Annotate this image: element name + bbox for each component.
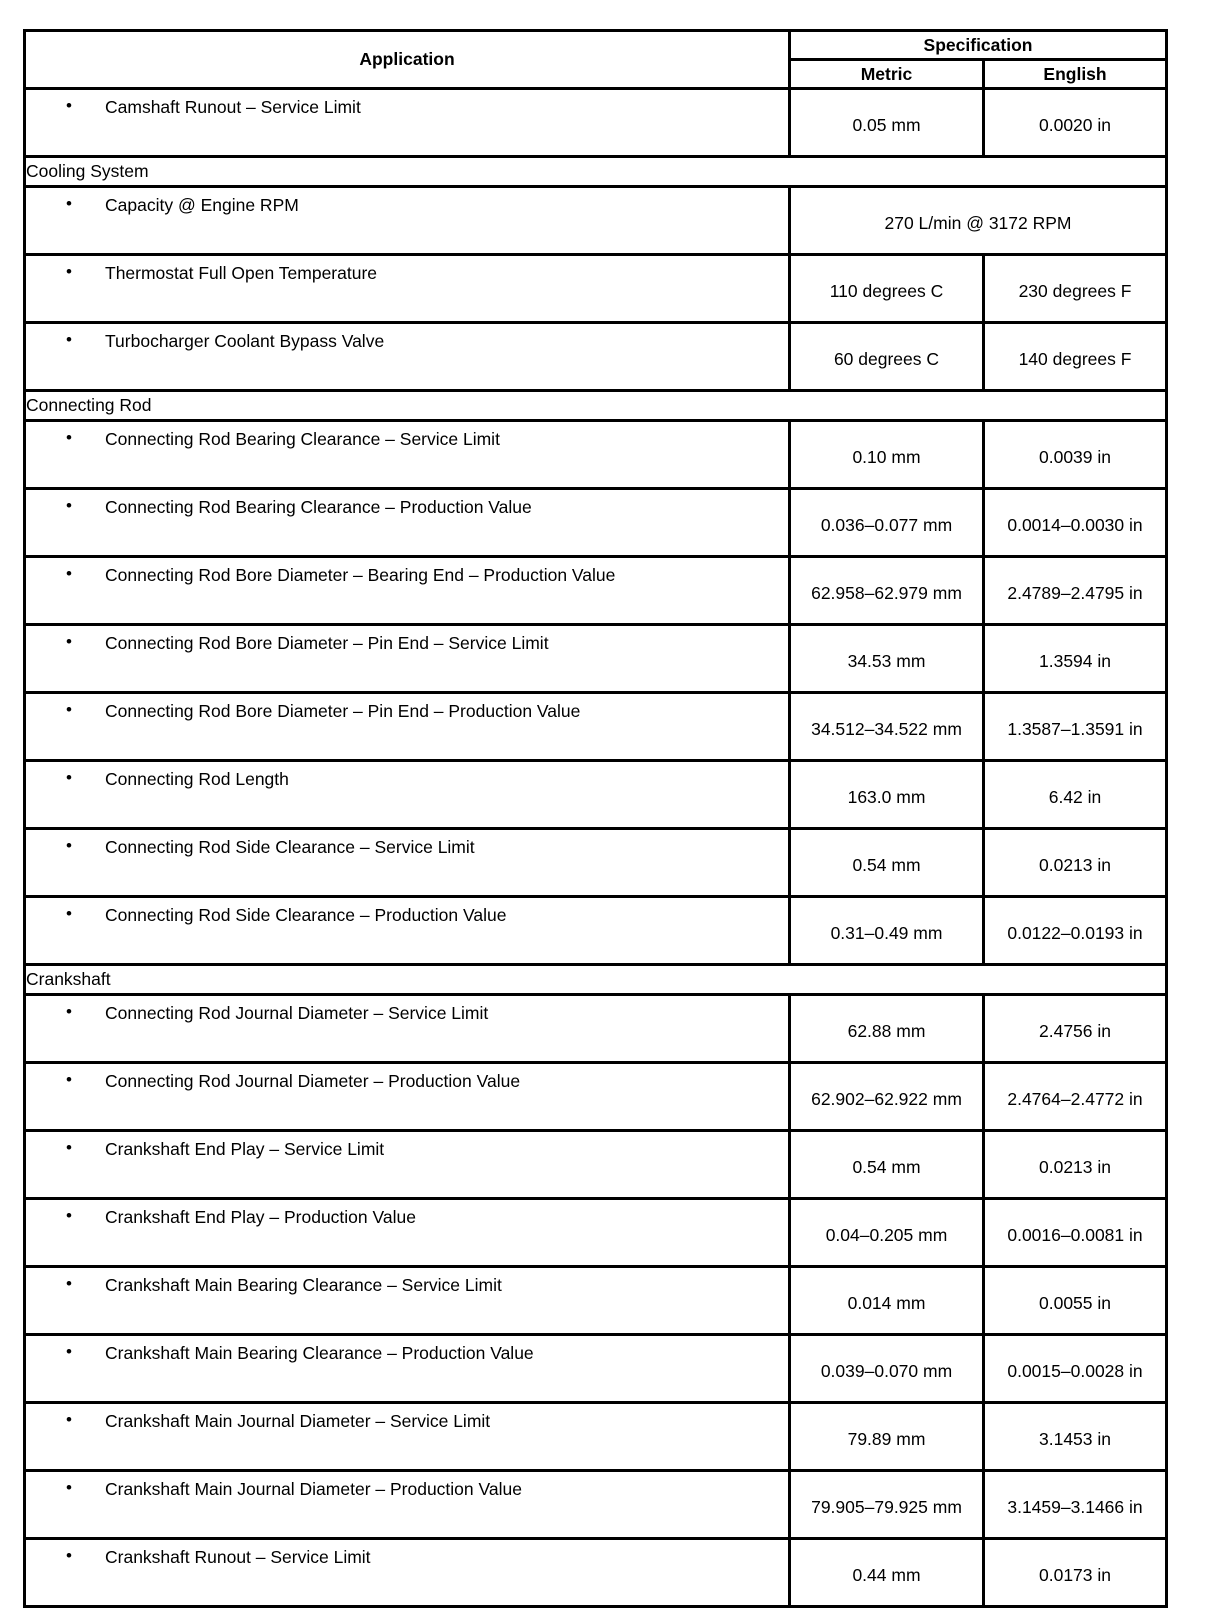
table-row [25,1199,1167,1267]
metric-value: 0.014 mm [790,1267,984,1335]
application-label: Crankshaft Main Journal Diameter – Production Value [105,1479,522,1499]
metric-value: 60 degrees C [790,323,984,391]
table-row [25,323,1167,391]
application-label: Connecting Rod Bore Diameter – Pin End – Production Value [105,701,581,721]
bullet-icon: • [66,768,72,787]
application-cell [25,255,790,323]
bullet-icon: • [66,428,72,447]
section-row [25,965,1167,995]
bullet-icon: • [66,564,72,583]
application-cell [25,1403,790,1471]
application-cell [25,1063,790,1131]
bullet-icon: • [66,330,72,349]
english-value: 3.1453 in [984,1403,1167,1471]
table-row [25,1131,1167,1199]
header-english: English [984,60,1167,89]
bullet-icon: • [66,1274,72,1293]
english-value: 140 degrees F [984,323,1167,391]
application-label: Connecting Rod Journal Diameter – Service Limit [105,1003,489,1023]
application-cell [25,625,790,693]
application-cell [25,897,790,965]
application-label: Connecting Rod Bore Diameter – Bearing End – Production Value [105,565,616,585]
metric-value: 0.10 mm [790,421,984,489]
table-row [25,489,1167,557]
bullet-icon: • [66,262,72,281]
table-row [25,557,1167,625]
english-value: 0.0213 in [984,829,1167,897]
application-label: Connecting Rod Length [105,769,289,789]
bullet-icon: • [66,1546,72,1565]
table-row [25,1539,1167,1607]
bullet-icon: • [66,1138,72,1157]
table-row [25,1471,1167,1539]
english-value: 6.42 in [984,761,1167,829]
table-row [25,89,1167,157]
application-cell [25,995,790,1063]
table-row [25,187,1167,255]
application-label: Crankshaft End Play – Service Limit [105,1139,385,1159]
english-value: 0.0015–0.0028 in [984,1335,1167,1403]
english-value: 0.0055 in [984,1267,1167,1335]
application-label: Crankshaft Main Bearing Clearance – Production Value [105,1343,534,1363]
english-value: 2.4756 in [984,995,1167,1063]
bullet-icon: • [66,194,72,213]
section-title: Cooling System [25,157,1167,187]
english-value: 0.0016–0.0081 in [984,1199,1167,1267]
application-cell [25,557,790,625]
bullet-icon: • [66,496,72,515]
metric-value: 62.88 mm [790,995,984,1063]
application-label: Connecting Rod Bearing Clearance – Production Value [105,497,532,517]
application-label: Crankshaft Main Bearing Clearance – Service Limit [105,1275,502,1295]
english-value: 0.0173 in [984,1539,1167,1607]
bullet-icon: • [66,1478,72,1497]
application-label: Connecting Rod Bore Diameter – Pin End – Service Limit [105,633,549,653]
application-label: Camshaft Runout – Service Limit [105,97,361,117]
bullet-icon: • [66,1206,72,1225]
bullet-icon: • [66,96,72,115]
application-cell [25,761,790,829]
application-label: Connecting Rod Journal Diameter – Production Value [105,1071,521,1091]
spec-body [25,89,1167,1607]
application-cell [25,323,790,391]
table-row [25,761,1167,829]
section-title: Connecting Rod [25,391,1167,421]
application-cell [25,829,790,897]
english-value: 1.3587–1.3591 in [984,693,1167,761]
english-value: 0.0039 in [984,421,1167,489]
bullet-icon: • [66,1410,72,1429]
application-cell [25,489,790,557]
application-label: Crankshaft Main Journal Diameter – Service Limit [105,1411,491,1431]
table-row [25,829,1167,897]
metric-value: 62.902–62.922 mm [790,1063,984,1131]
metric-value: 0.036–0.077 mm [790,489,984,557]
application-label: Connecting Rod Bearing Clearance – Service Limit [105,429,500,449]
english-value: 0.0014–0.0030 in [984,489,1167,557]
application-label: Capacity @ Engine RPM [105,195,299,215]
section-title: Crankshaft [25,965,1167,995]
table-row [25,255,1167,323]
application-cell [25,693,790,761]
combined-value: 270 L/min @ 3172 RPM [790,187,1167,255]
application-cell [25,1471,790,1539]
metric-value: 0.54 mm [790,1131,984,1199]
application-cell [25,1335,790,1403]
english-value: 0.0122–0.0193 in [984,897,1167,965]
application-cell [25,1131,790,1199]
bullet-icon: • [66,700,72,719]
english-value: 1.3594 in [984,625,1167,693]
application-label: Turbocharger Coolant Bypass Valve [105,331,385,351]
metric-value: 0.31–0.49 mm [790,897,984,965]
application-label: Crankshaft End Play – Production Value [105,1207,416,1227]
english-value: 230 degrees F [984,255,1167,323]
table-row [25,1063,1167,1131]
application-label: Thermostat Full Open Temperature [105,263,378,283]
metric-value: 34.53 mm [790,625,984,693]
bullet-icon: • [66,1342,72,1361]
section-row [25,391,1167,421]
metric-value: 0.05 mm [790,89,984,157]
bullet-icon: • [66,904,72,923]
bullet-icon: • [66,632,72,651]
table-row [25,897,1167,965]
bullet-icon: • [66,1070,72,1089]
english-value: 2.4764–2.4772 in [984,1063,1167,1131]
table-row [25,693,1167,761]
application-cell [25,89,790,157]
application-cell [25,421,790,489]
metric-value: 163.0 mm [790,761,984,829]
metric-value: 79.905–79.925 mm [790,1471,984,1539]
metric-value: 62.958–62.979 mm [790,557,984,625]
table-row [25,421,1167,489]
metric-value: 0.44 mm [790,1539,984,1607]
metric-value: 34.512–34.522 mm [790,693,984,761]
spec-table [23,29,1168,1608]
section-row [25,157,1167,187]
header-application: Application [25,31,790,89]
table-row [25,625,1167,693]
application-label: Connecting Rod Side Clearance – Production Value [105,905,507,925]
metric-value: 79.89 mm [790,1403,984,1471]
metric-value: 110 degrees C [790,255,984,323]
english-value: 0.0020 in [984,89,1167,157]
table-row [25,1403,1167,1471]
metric-value: 0.039–0.070 mm [790,1335,984,1403]
english-value: 2.4789–2.4795 in [984,557,1167,625]
table-row [25,1267,1167,1335]
application-cell [25,1539,790,1607]
table-row [25,1335,1167,1403]
table-row [25,995,1167,1063]
bullet-icon: • [66,836,72,855]
english-value: 3.1459–3.1466 in [984,1471,1167,1539]
english-value: 0.0213 in [984,1131,1167,1199]
application-label: Connecting Rod Side Clearance – Service Limit [105,837,475,857]
application-cell [25,187,790,255]
metric-value: 0.04–0.205 mm [790,1199,984,1267]
bullet-icon: • [66,1002,72,1021]
metric-value: 0.54 mm [790,829,984,897]
application-label: Crankshaft Runout – Service Limit [105,1547,371,1567]
application-cell [25,1199,790,1267]
application-cell [25,1267,790,1335]
header-metric: Metric [790,60,984,89]
header-specification: Specification [790,31,1167,60]
